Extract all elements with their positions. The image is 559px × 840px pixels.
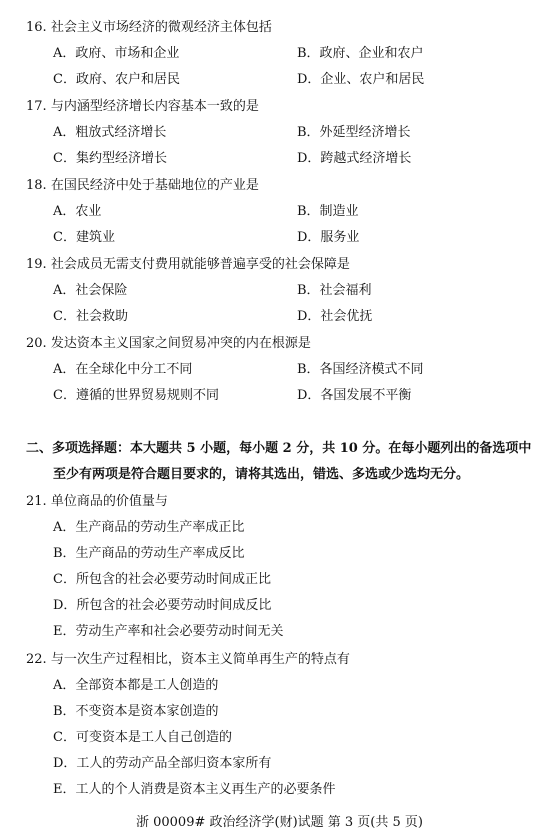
option-16a: A．政府、市场和企业 (53, 46, 180, 61)
option-21c: C．所包含的社会必要劳动时间成正比 (53, 572, 271, 587)
option-18b: B．制造业 (297, 204, 359, 219)
option-17c: C．集约型经济增长 (53, 151, 167, 166)
option-21e: E．劳动生产率和社会必要劳动时间无关 (53, 624, 284, 639)
option-20b: B．各国经济模式不同 (297, 362, 424, 377)
question-16: 16. 社会主义市场经济的微观经济主体包括 (26, 20, 272, 35)
question-20: 20. 发达资本主义国家之间贸易冲突的内在根源是 (26, 336, 311, 351)
option-16b: B．政府、企业和农户 (297, 46, 424, 61)
option-19c: C．社会救助 (53, 309, 128, 324)
question-17: 17. 与内涵型经济增长内容基本一致的是 (26, 99, 259, 114)
question-21: 21. 单位商品的价值量与 (26, 494, 168, 509)
option-22e: E．工人的个人消费是资本主义再生产的必要条件 (53, 782, 336, 797)
section2-title: 二、多项选择题： (26, 441, 131, 456)
question-18: 18. 在国民经济中处于基础地位的产业是 (26, 178, 259, 193)
option-22a: A．全部资本都是工人创造的 (53, 678, 219, 693)
option-22d: D．工人的劳动产品全部归资本家所有 (53, 756, 272, 771)
option-20d: D．各国发展不平衡 (297, 388, 412, 403)
option-22b: B．不变资本是资本家创造的 (53, 704, 219, 719)
option-19d: D．社会优抚 (297, 309, 373, 324)
page-footer: 浙 00009# 政治经济学(财)试题 第 3 页(共 5 页) (135, 815, 423, 830)
section2-line2: 至少有两项是符合题目要求的，请将其选出，错选、多选或少选均无分。 (53, 467, 470, 482)
option-20a: A．在全球化中分工不同 (53, 362, 193, 377)
section2-line1: 本大题共 5 小题，每小题 2 分，共 10 分。在每小题列出的备选项中 (130, 441, 532, 456)
section2-heading (26, 437, 531, 456)
option-16d: D．企业、农户和居民 (297, 72, 425, 87)
question-22: 22. 与一次生产过程相比，资本主义简单再生产的特点有 (26, 652, 350, 667)
option-18d: D．服务业 (297, 230, 360, 245)
option-16c: C．政府、农户和居民 (53, 72, 180, 87)
option-19a: A．社会保险 (53, 283, 128, 298)
option-21a: A．生产商品的劳动生产率成正比 (53, 520, 245, 535)
option-21d: D．所包含的社会必要劳动时间成反比 (53, 598, 272, 613)
question-19: 19. 社会成员无需支付费用就能够普遍享受的社会保障是 (26, 257, 350, 272)
option-17a: A．粗放式经济增长 (53, 125, 167, 140)
option-22c: C．可变资本是工人自己创造的 (53, 730, 232, 745)
option-17d: D．跨越式经济增长 (297, 151, 412, 166)
option-19b: B．社会福利 (297, 283, 372, 298)
option-20c: C．遵循的世界贸易规则不同 (53, 388, 219, 403)
option-18a: A．农业 (53, 204, 102, 219)
option-21b: B．生产商品的劳动生产率成反比 (53, 546, 245, 561)
option-18c: C．建筑业 (53, 230, 115, 245)
option-17b: B．外延型经济增长 (297, 125, 411, 140)
